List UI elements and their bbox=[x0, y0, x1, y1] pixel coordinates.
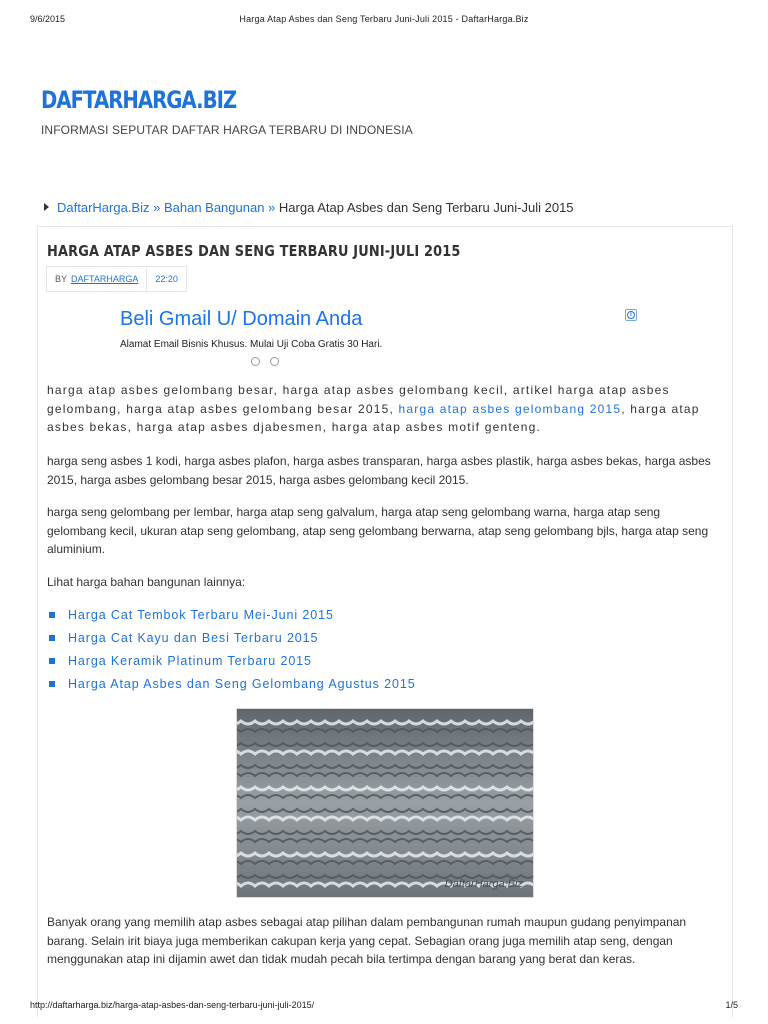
image-watermark: DaftarHarga.Biz bbox=[444, 878, 523, 890]
bullet-icon bbox=[49, 681, 55, 687]
ad-text[interactable]: Alamat Email Bisnis Khusus. Mulai Uji Coba Gratis 30 Hari. bbox=[120, 339, 383, 350]
adchoices-icon[interactable]: i bbox=[625, 309, 637, 321]
post-author-box bbox=[47, 267, 147, 291]
related-link[interactable]: Harga Cat Kayu dan Besi Terbaru 2015 bbox=[68, 630, 319, 645]
breadcrumb bbox=[44, 200, 574, 215]
post-time[interactable]: 22:20 bbox=[155, 274, 178, 284]
corrugated-sheets-illustration bbox=[237, 709, 533, 897]
related-link[interactable]: Harga Keramik Platinum Terbaru 2015 bbox=[68, 653, 312, 668]
breadcrumb-separator: » bbox=[264, 200, 279, 215]
corrugated-sheet-image bbox=[236, 708, 534, 898]
bullet-icon bbox=[49, 612, 55, 618]
by-label: BY bbox=[55, 274, 68, 284]
print-header bbox=[30, 14, 738, 28]
breadcrumb-current: Harga Atap Asbes dan Seng Terbaru Juni-Juli 2015 bbox=[278, 200, 574, 215]
list-item bbox=[47, 626, 416, 649]
paragraph-keywords-asbes bbox=[47, 381, 722, 437]
see-also-label: Lihat harga bahan bangunan lainnya: bbox=[47, 575, 246, 589]
print-footer bbox=[30, 1000, 738, 1014]
ad-banner[interactable] bbox=[120, 308, 640, 373]
breadcrumb-separator: » bbox=[149, 200, 164, 215]
print-title: Harga Atap Asbes dan Seng Terbaru Juni-Juli 2015 - DaftarHarga.Biz bbox=[239, 14, 529, 24]
print-date: 9/6/2015 bbox=[30, 14, 66, 24]
ad-title[interactable]: Beli Gmail U/ Domain Anda bbox=[120, 308, 363, 330]
site-description: INFORMASI SEPUTAR DAFTAR HARGA TERBARU DI INDONESIA bbox=[41, 123, 413, 137]
list-item bbox=[47, 649, 416, 672]
post-title: HARGA ATAP ASBES DAN SENG TERBARU JUNI-JULI 2015 bbox=[47, 242, 461, 260]
post-author-link[interactable]: DAFTARHARGA bbox=[71, 274, 139, 284]
breadcrumb-arrow-icon bbox=[44, 203, 49, 211]
list-item bbox=[47, 603, 416, 626]
bullet-icon bbox=[49, 635, 55, 641]
related-link[interactable]: Harga Cat Tembok Terbaru Mei-Juni 2015 bbox=[68, 607, 334, 622]
carousel-dot[interactable] bbox=[270, 357, 279, 366]
related-link[interactable]: Harga Atap Asbes dan Seng Gelombang Agustus 2015 bbox=[68, 676, 416, 691]
breadcrumb-home-link[interactable]: DaftarHarga.Biz bbox=[57, 200, 150, 215]
carousel-dot[interactable] bbox=[251, 357, 260, 366]
inline-link-asbes-2015[interactable]: harga atap asbes gelombang 2015 bbox=[398, 401, 622, 416]
site-title[interactable]: DAFTARHARGA.BIZ bbox=[41, 86, 237, 114]
breadcrumb-category-link[interactable]: Bahan Bangunan bbox=[163, 200, 265, 215]
bullet-icon bbox=[49, 658, 55, 664]
print-page-number: 1/5 bbox=[725, 1000, 738, 1010]
post-meta bbox=[46, 266, 187, 292]
p1-text: harga atap asbes gelombang besar, harga atap asbes gelombang kecil, artikel harga atap asbes gelombang, harga atap asbes gelombang besar 2015, bbox=[47, 383, 670, 416]
p1-text-end: , harga atap asbes bekas, harga atap asbes djabesmen, harga atap asbes motif genteng. bbox=[47, 401, 700, 434]
paragraph-body: Banyak orang yang memilih atap asbes sebagai atap pilihan dalam pembangunan rumah maupun gudang penyimpanan barang. Selain irit biaya juga memberikan cakupan kerja yang cepat. Sebagian orang juga memilih atap seng, dengan menggunakan atap ini dijamin awet dan tidak mudah pecah bila tertimpa dengan barang yang berat dan keras. bbox=[47, 915, 687, 966]
ad-carousel-dots bbox=[251, 357, 279, 366]
paragraph-keywords-seng-asbes: harga seng asbes 1 kodi, harga asbes plafon, harga asbes transparan, harga asbes plastik, harga asbes bekas, harga asbes 2015, harga asbes gelombang besar 2015, harga asbes gelombang kecil 2015. bbox=[47, 454, 711, 487]
related-links-list bbox=[47, 603, 416, 695]
print-url: http://daftarharga.biz/harga-atap-asbes-dan-seng-terbaru-juni-juli-2015/ bbox=[30, 1000, 315, 1010]
list-item bbox=[47, 672, 416, 695]
paragraph-keywords-seng: harga seng gelombang per lembar, harga atap seng galvalum, harga atap seng gelombang warna, harga atap seng gelombang kecil, ukuran atap seng gelombang, atap seng gelombang berwarna, atap seng gelombang bjls, harga atap seng aluminium. bbox=[47, 505, 709, 556]
